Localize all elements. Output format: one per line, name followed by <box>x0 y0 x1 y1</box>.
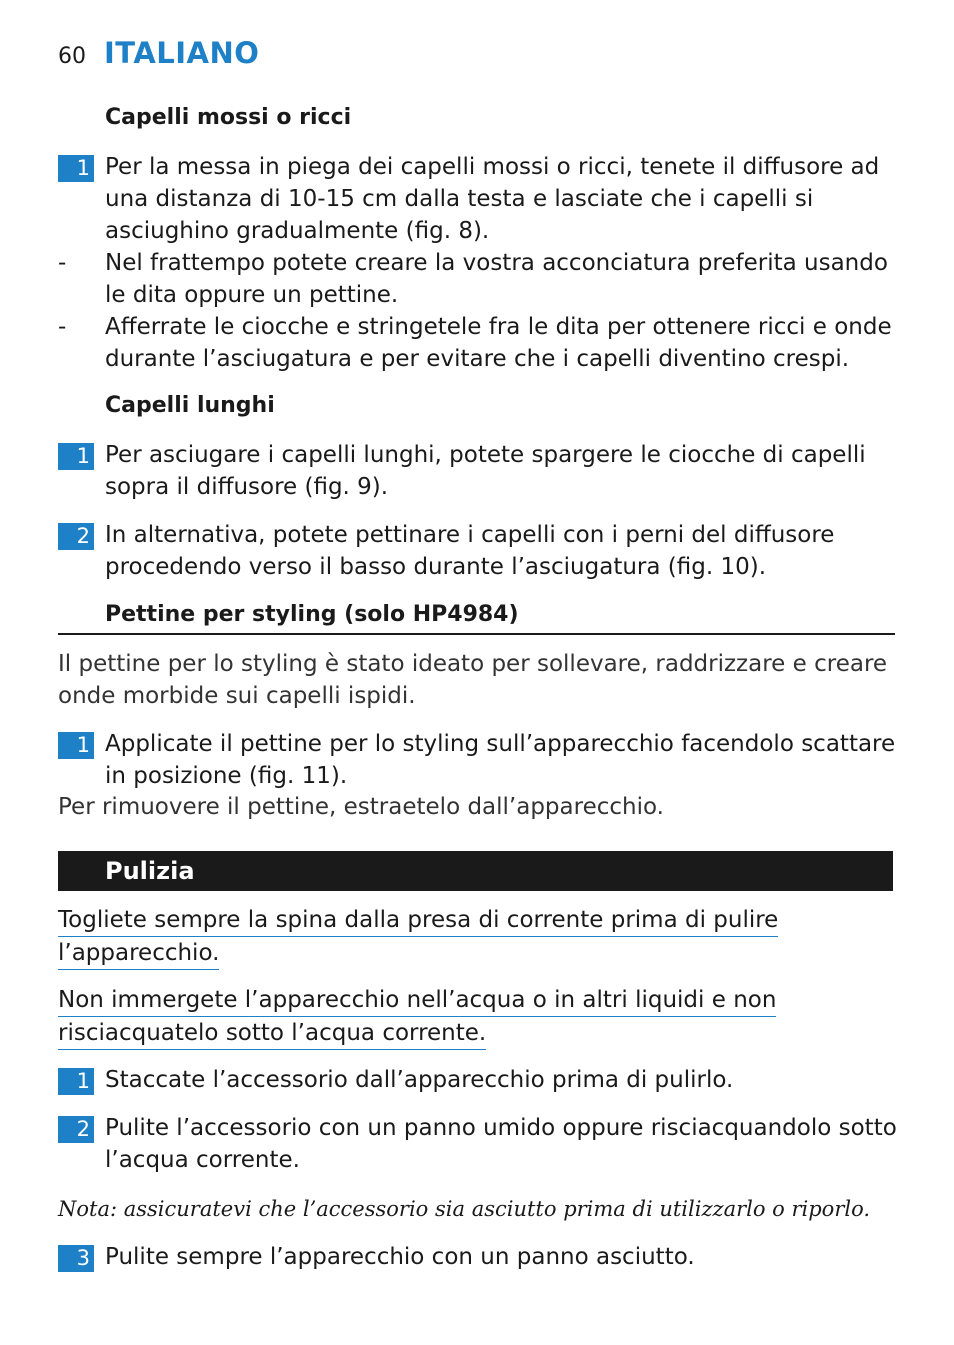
warning-line: Togliete sempre la spina dalla presa di corrente prima di pulire <box>58 904 778 937</box>
bullet-item <box>58 247 898 311</box>
step-number-badge: 1 <box>58 1068 94 1095</box>
warning-unplug <box>58 904 818 970</box>
step-item <box>58 151 898 247</box>
step-item <box>58 439 898 503</box>
note-text: Nota: assicuratevi che l’accessorio sia asciutto prima di utilizzarlo o riporlo. <box>58 1197 871 1221</box>
step-text: Staccate l’accessorio dall’apparecchio prima di pulirlo. <box>105 1067 734 1093</box>
step-number-badge: 3 <box>58 1245 94 1272</box>
section-bar-cleaning <box>58 851 893 891</box>
step-text: Per asciugare i capelli lunghi, potete spargere le ciocche di capelli sopra il diffusore (fig. 9). <box>105 442 866 500</box>
section-title: Pulizia <box>105 857 195 885</box>
subheading-wavy-hair: Capelli mossi o ricci <box>105 105 352 130</box>
step-number-badge: 1 <box>58 732 94 759</box>
section-divider <box>58 633 895 635</box>
warning-line: Non immergete l’apparecchio nell’acqua o in altri liquidi e non <box>58 984 776 1017</box>
warning-line: l’apparecchio. <box>58 937 219 970</box>
bullet-text: Afferrate le ciocche e stringetele fra le dita per ottenere ricci e onde durante l’asciugatura e per evitare che i capelli diventino crespi. <box>105 314 892 372</box>
step-number-badge: 2 <box>58 523 94 550</box>
step-text: Per la messa in piega dei capelli mossi o ricci, tenete il diffusore ad una distanza di 10-15 cm dalla testa e lasciate che i capelli si asciughino gradualmente (fig. 8). <box>105 154 880 244</box>
step-number-badge: 1 <box>58 443 94 470</box>
step-number-badge: 2 <box>58 1116 94 1143</box>
page-header <box>58 36 259 72</box>
step-text: In alternativa, potete pettinare i capelli con i perni del diffusore procedendo verso il basso durante l’asciugatura (fig. 10). <box>105 522 835 580</box>
step-text: Applicate il pettine per lo styling sull’apparecchio facendolo scattare in posizione (fig. 11). <box>105 731 896 789</box>
step-item <box>58 1241 898 1273</box>
subheading-styling-comb: Pettine per styling (solo HP4984) <box>105 602 519 627</box>
step-text: Pulite sempre l’apparecchio con un panno asciutto. <box>105 1244 695 1270</box>
subheading-long-hair: Capelli lunghi <box>105 393 275 418</box>
step-item <box>58 728 898 792</box>
warning-line: risciacquatelo sotto l’acqua corrente. <box>58 1017 486 1050</box>
bullet-text: Nel frattempo potete creare la vostra acconciatura preferita usando le dita oppure un pettine. <box>105 250 888 308</box>
step-number-badge: 1 <box>58 155 94 182</box>
dash-marker: - <box>58 250 67 276</box>
comb-remove-note: Per rimuovere il pettine, estraetelo dall’apparecchio. <box>58 794 664 820</box>
warning-no-immerse <box>58 984 818 1050</box>
comb-intro: Il pettine per lo styling è stato ideato per sollevare, raddrizzare e creare onde morbide sui capelli ispidi. <box>58 651 888 709</box>
page-number: 60 <box>58 44 86 69</box>
dash-marker: - <box>58 314 67 340</box>
step-text: Pulite l’accessorio con un panno umido oppure risciacquandolo sotto l’acqua corrente. <box>105 1115 897 1173</box>
bullet-item <box>58 311 898 375</box>
step-item <box>58 1064 898 1096</box>
step-item <box>58 519 898 583</box>
step-item <box>58 1112 898 1176</box>
language-title: ITALIANO <box>104 36 260 70</box>
